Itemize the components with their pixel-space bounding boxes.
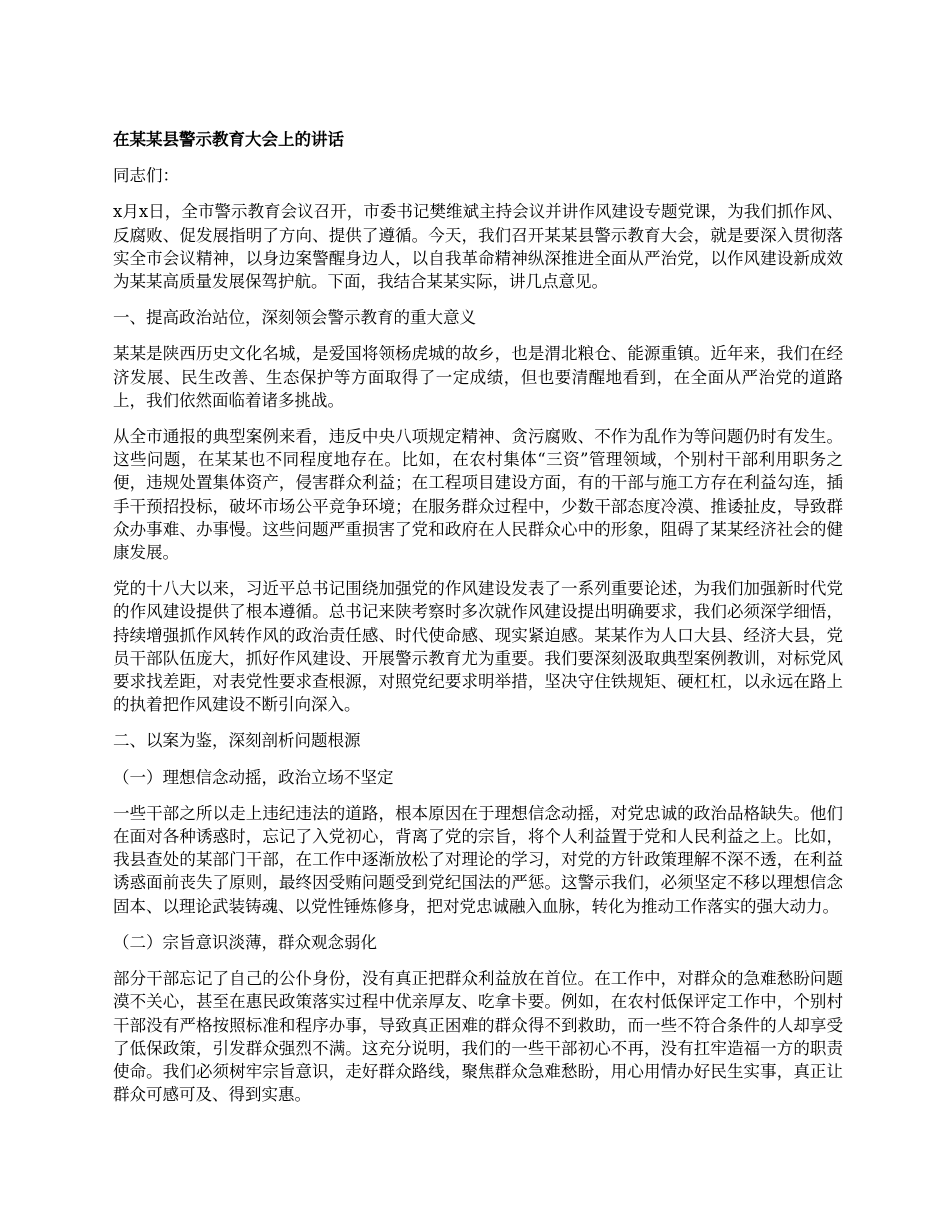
paragraph-intro: x月x日，全市警示教育会议召开，市委书记樊维斌主持会议并讲作风建设专题党课，为我们抓作风、反腐败、促发展指明了方向、提供了遵循。今天，我们召开某某县警示教育大会，就是要深入贯彻落实全市会议精神，以身边案警醒身边人，以自我革命精神纵深推进全面从严治党，以作风建设新成效为某某高质量发展保驾护航。下面，我结合某某实际，讲几点意见。: [113, 202, 843, 292]
section-heading-1: 一、提高政治站位，深刻领会警示教育的重大意义: [113, 308, 476, 328]
paragraph-mass-awareness: 部分干部忘记了自己的公仆身份，没有真正把群众利益放在首位。在工作中，对群众的急难愁盼问题漠不关心，甚至在惠民政策落实过程中优亲厚友、吃拿卡要。例如，在农村低保评定工作中，个别村干部没有严格按照标准和程序办事，导致真正困难的群众得不到救助，而一些不符合条件的人却享受了低保政策，引发群众强烈不满。这充分说明，我们的一些干部初心不再，没有扛牢造福一方的职责使命。我们必须树牢宗旨意识，走好群众路线，聚焦群众急难愁盼，用心用情办好民生实事，真正让群众可感可及、得到实惠。: [113, 969, 843, 1105]
document-title: 在某某县警示教育大会上的讲话: [113, 130, 344, 149]
salutation: 同志们：: [113, 166, 179, 186]
subsection-heading-1: （一）理想信念动摇，政治立场不坚定: [113, 767, 394, 787]
section-heading-2: 二、以案为鉴，深刻剖析问题根源: [113, 731, 361, 751]
paragraph-ideals-beliefs: 一些干部之所以走上违纪违法的道路，根本原因在于理想信念动摇，对党忠诚的政治品格缺失。他们在面对各种诱惑时，忘记了入党初心，背离了党的宗旨，将个人利益置于党和人民利益之上。比如，我县查处的某部门干部，在工作中逐渐放松了对理论的学习，对党的方针政策理解不深不透，在利益诱惑面前丧失了原则，最终因受贿问题受到党纪国法的严惩。这警示我们，必须坚定不移以理想信念固本、以理论武装铸魂、以党性锤炼修身，把对党忠诚融入血脉，转化为推动工作落实的强大动力。: [113, 803, 843, 916]
document-page: [113, 128, 843, 1119]
paragraph-typical-cases: 从全市通报的典型案例来看，违反中央八项规定精神、贪污腐败、不作为乱作为等问题仍时有发生。这些问题，在某某也不同程度地存在。比如，在农村集体“三资”管理领域，个别村干部利用职务之便，违规处置集体资产，侵害群众利益；在工程项目建设方面，有的干部与施工方存在利益勾连，插手干预招投标，破坏市场公平竞争环境；在服务群众过程中，少数干部态度冷漠、推诿扯皮，导致群众办事难、办事慢。这些问题严重损害了党和政府在人民群众心中的形象，阻碍了某某经济社会的健康发展。: [113, 427, 843, 563]
paragraph-party-requirements: 党的十八大以来，习近平总书记围绕加强党的作风建设发表了一系列重要论述，为我们加强新时代党的作风建设提供了根本遵循。总书记来陕考察时多次就作风建设提出明确要求，我们必须深学细悟，持续增强抓作风转作风的政治责任感、时代使命感、现实紧迫感。某某作为人口大县、经济大县，党员干部队伍庞大，抓好作风建设、开展警示教育尤为重要。我们要深刻汲取典型案例教训，对标党风要求找差距，对表党性要求查根源，对照党纪要求明举措，坚决守住铁规矩、硬杠杠，以永远在路上的执着把作风建设不断引向深入。: [113, 579, 843, 715]
subsection-heading-2: （二）宗旨意识淡薄，群众观念弱化: [113, 932, 377, 952]
paragraph-background: 某某是陕西历史文化名城，是爱国将领杨虎城的故乡，也是渭北粮仓、能源重镇。近年来，我们在经济发展、民生改善、生态保护等方面取得了一定成绩，但也要清醒地看到，在全面从严治党的道路上，我们依然面临着诸多挑战。: [113, 344, 843, 410]
